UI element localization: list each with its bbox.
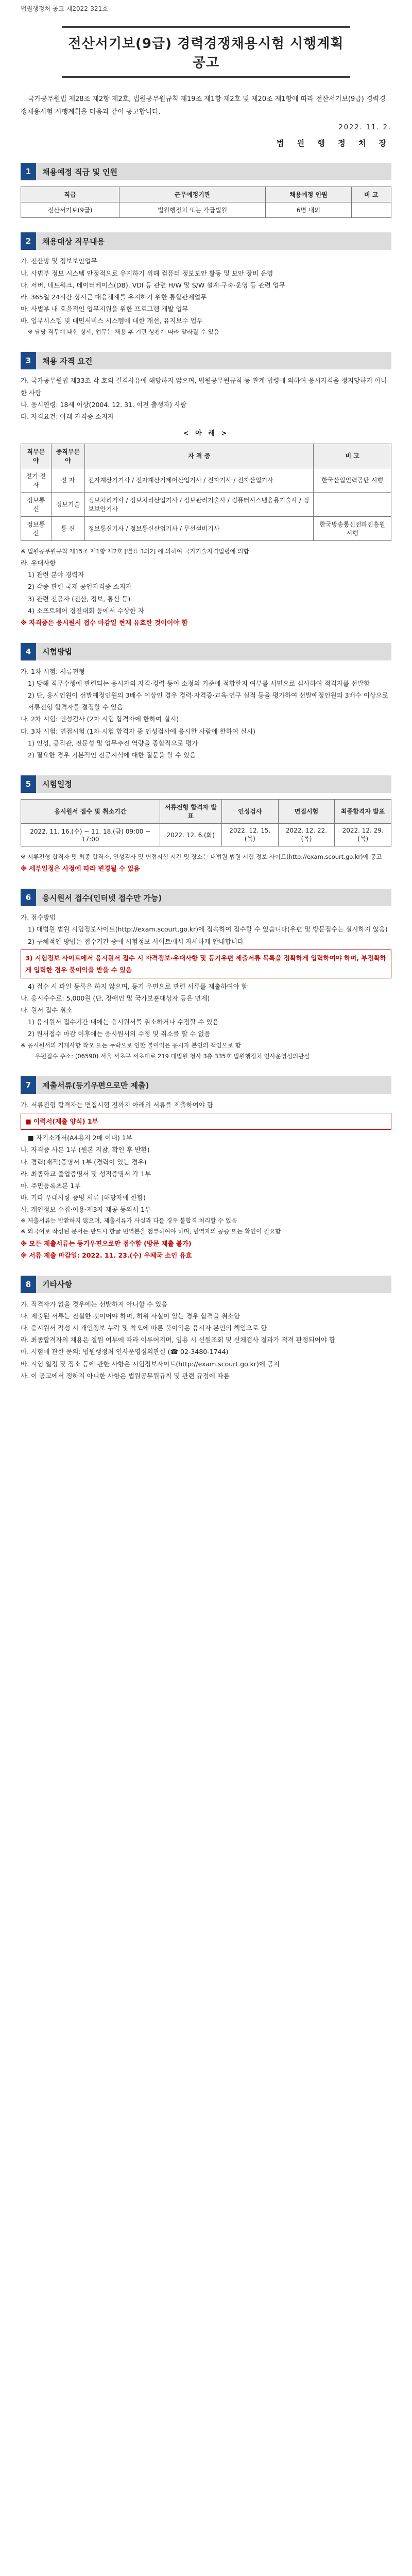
list-item: 라. 최종합격자의 채용은 결원 여부에 따라 이루어지며, 임용 시 신원조회 및 신체검사 결과가 적격 판정되어야 함	[21, 1336, 335, 1344]
list-item: 다. 응시원서 작성 시 개인정보 누락 및 착오에 따른 불이익은 응시자 본인의 책임으로 함	[21, 1324, 267, 1332]
table-cell: 전자계산기기사 / 전자계산기제어산업기사 / 전자기사 / 전자산업기사	[85, 468, 314, 492]
list-item: 바. 시험 일정 및 장소 등에 관한 사항은 시험정보사이트(http://exam.scourt.go.kr)에 공지	[21, 1360, 280, 1368]
list-item: 나. 제출된 서류는 진실한 것이어야 하며, 허위 사실이 있는 경우 합격을 취소함	[21, 1312, 240, 1320]
intro-paragraph: 국가공무원법 제28조 제2항 제2호, 법원공무원규칙 제19조 제1항 제2호 및 제20조 제1항에 따라 전산서기보(9급) 경력경쟁채용시험 시행계획을 다음과 같이 공고합니다.	[21, 95, 386, 116]
section-4-header	[21, 643, 391, 660]
table-row	[21, 492, 391, 516]
section-2-number: 2	[21, 232, 36, 250]
list-item: 1) 당해 직무수행에 관련되는 응시자의 자격·경력 등이 소정의 기준에 적합한지 여부를 서면으로 심사하여 적격자를 선발함	[28, 680, 370, 688]
list-item: 마. 주민등록초본 1부	[21, 1181, 81, 1190]
table-header-row	[21, 187, 391, 202]
section-4-number: 4	[21, 643, 36, 660]
table-cell: 통 신	[51, 516, 85, 540]
list-item: 1) 대법원 법원 시험정보사이트(http://exam.scourt.go.kr)에 접속하여 접수할 수 있습니다(우편 및 방문접수는 실시하지 않음)	[28, 925, 388, 934]
warning-box	[21, 950, 391, 978]
table-header: 비 고	[314, 444, 391, 468]
list-item: 2) 각종 관련 국제 공인자격증 소지자	[28, 583, 132, 591]
list-item: 다. 자격요건: 아래 자격증 소지자	[21, 412, 114, 420]
table-cell: 정보기술	[51, 492, 85, 516]
table-header: 응시원서 접수 및 취소기간	[21, 799, 160, 823]
list-item: 다. 원서 접수 취소	[21, 1006, 73, 1014]
section-5-notes	[21, 852, 391, 874]
list-item: 다. 경력(재직)증명서 1부 (경력이 있는 경우)	[21, 1158, 147, 1166]
section-8-title: 기타사항	[42, 1280, 72, 1290]
section-5-title: 시험일정	[42, 779, 72, 789]
sub-caption: < 아 래 >	[183, 429, 229, 437]
recruit-table	[21, 187, 391, 218]
table-row	[21, 516, 391, 540]
section-6-number: 6	[21, 889, 36, 906]
section-6-body	[21, 911, 391, 1062]
table-cell	[314, 492, 391, 516]
list-item: 라. 최종학교 졸업증명서 및 성적증명서 각 1부	[21, 1170, 151, 1178]
list-item: 나. 2차 시험: 인성검사 (2차 시험 합격자에 한하여 실시)	[21, 715, 179, 723]
list-item: 2) 필요한 경우 기본적인 전공지식에 대한 질문을 할 수 있음	[28, 751, 196, 759]
notice-date: 2022. 11. 2.	[338, 124, 391, 132]
section-8-header	[21, 1276, 391, 1293]
notice-number: 법원행정처 공고 제2022-321호	[21, 5, 108, 12]
list-item: 2) 원서접수 마감 이후에는 응시원서의 수정 및 취소를 할 수 없음	[28, 1030, 211, 1038]
list-item: 4) 소프트웨어 경진대회 등에서 수상한 자	[28, 606, 144, 615]
table-cell: 2022. 12. 15.(목)	[221, 823, 278, 846]
list-item: 2) 구체적인 방법은 접수기간 중에 시험정보 사이트에서 자세하게 안내합니다	[28, 937, 244, 945]
table-cell: 전산서기보(9급)	[21, 202, 119, 218]
table-cell: 한국방송통신전파진흥원 시행	[314, 516, 391, 540]
schedule-table	[21, 799, 391, 846]
list-item: 4) 접수 시 파일 등록은 하지 않으며, 등기 우편으로 관련 서류를 제출하여야 함	[28, 982, 248, 990]
list-item: 1) 응시원서 접수기간 내에는 응시원서를 취소하거나 수정할 수 있음	[28, 1018, 219, 1026]
section-7-body	[21, 1099, 391, 1261]
section-4-title: 시험방법	[42, 647, 72, 657]
table-cell: 정보통신	[21, 492, 52, 516]
section-5-header	[21, 775, 391, 793]
list-item: 가. 국가공무원법 제33조 각 호의 결격사유에 해당하지 않으며, 법원공무원규칙 등 관계 법령에 의하여 응시자격을 정지당하지 아니한 사람	[21, 377, 387, 397]
section-3-body	[21, 375, 391, 422]
table-header: 자 격 증	[85, 444, 314, 468]
list-item: 마. 사법부 내 효율적인 업무지원을 위한 프로그램 개발 업무	[21, 304, 188, 313]
table-cell: 2022. 12. 6.(화)	[160, 823, 221, 846]
table-header: 중직무분야	[51, 444, 85, 468]
list-item: 나. 자격증 사본 1부 (원본 지참, 확인 후 반환)	[21, 1146, 150, 1154]
warning-text: 3) 시험정보 사이트에서 응시원서 접수 시 자격정보·우대사항 및 등기우편 제출서류 목록을 정확하게 입력하여야 하며, 부정확하게 입력한 경우 불이익을 받을 수 있음	[25, 954, 386, 974]
list-item: 다. 3차 시험: 면접시험 (1차 시험 합격자 중 인성검사에 응시한 사람에 한하여 실시)	[21, 727, 255, 735]
note-item: ※ 서류 제출 마감일: 2022. 11. 23.(수) 우체국 소인 유효	[21, 1251, 192, 1259]
table-header: 채용예정 인원	[266, 187, 351, 202]
list-item: 마. 시험에 관한 문의: 법원행정처 인사운영심의관실 (☎ 02-3480-1744)	[21, 1348, 229, 1356]
section-8-body	[21, 1298, 391, 1382]
list-item: 나. 사법부 정보 시스템 안정적으로 유지하기 위해 컴퓨터 정보보안 활동 및 보안 장비 운영	[21, 269, 273, 277]
list-item: 가. 접수방법	[21, 913, 56, 922]
section-3-notes	[21, 546, 391, 629]
list-item: 바. 기타 우대사항 증빙 서류 (해당자에 한함)	[21, 1193, 146, 1201]
note-item: ※ 응시원서의 기재사항 착오 또는 누락으로 인한 불이익은 응시자 본인의 책임으로 함	[21, 1041, 241, 1049]
list-item: 가. 1차 시험: 서류전형	[21, 667, 85, 675]
mailing-address: 우편접수 주소: (06590) 서울 서초구 서초대로 219 대법원 청사 3층 335호 법원행정처 인사운영심의관실	[35, 1052, 310, 1060]
list-item: 라. 우대사항	[21, 559, 56, 567]
list-item: 1) 관련 분야 경력자	[28, 571, 84, 579]
list-item: 라. 365일 24시간 상시근 대응체계를 유지하기 위한 통합관제업무	[21, 293, 207, 301]
list-item: 바. 업무시스템 및 대민서비스 시스템에 대한 개선, 유지보수 업무	[21, 317, 203, 325]
list-item: 가. 적격자가 없을 경우에는 선발하지 아니할 수 있음	[21, 1300, 168, 1308]
table-header: 직무분야	[21, 444, 52, 468]
section-8-number: 8	[21, 1276, 36, 1293]
table-cell: 6명 내외	[266, 202, 351, 218]
list-item: 다. 서버, 네트워크, 데이터베이스(DB), VDI 등 관련 H/W 및 S/W 설계·구축·운영 등 관련 업무	[21, 281, 285, 289]
table-cell: 정보통신	[21, 516, 52, 540]
section-3-title: 채용 자격 요건	[42, 356, 93, 366]
table-header: 최종합격자 발표	[335, 799, 391, 823]
table-header: 서류전형 합격자 발표	[160, 799, 221, 823]
section-6-header	[21, 889, 391, 906]
warning-box	[21, 1113, 391, 1130]
table-header: 면접시험	[278, 799, 335, 823]
section-5-number: 5	[21, 775, 36, 793]
section-3-number: 3	[21, 352, 36, 369]
table-header: 비 고	[351, 187, 391, 202]
note-item: ※ 자격증은 응시원서 접수 마감일 현재 유효한 것이어야 함	[21, 618, 188, 626]
section-2-header	[21, 232, 391, 250]
table-header-row	[21, 799, 391, 823]
list-item: 가. 서류전형 합격자는 면접시험 전까지 아래의 서류를 제출하여야 함	[21, 1101, 213, 1109]
list-item: 1) 인성, 공직관, 전문성 및 업무추진 역량을 종합적으로 평가	[28, 739, 198, 747]
list-item: 나. 응시수수료: 5,000원 (단, 장애인 및 국가보훈대상자 등은 면제)	[21, 994, 210, 1003]
table-cell: 전 자	[51, 468, 85, 492]
note-item: ※ 서류전형 합격자 및 최종 합격자, 인성검사 및 면접시험 시간 및 장소는 대법원 법원 시험 정보 사이트(http://exam.scourt.go.kr)에 공고	[21, 853, 382, 860]
note-item: ※ 모든 제출서류는 등기우편으로만 접수함 (방문 제출 불가)	[21, 1239, 192, 1247]
section-2-body	[21, 255, 391, 337]
table-cell: 2022. 12. 29.(목)	[335, 823, 391, 846]
section-6-title: 응시원서 접수(인터넷 접수만 가능)	[42, 893, 162, 903]
table-header-row	[21, 444, 391, 468]
table-cell: 정보처리기사 / 정보처리산업기사 / 정보관리기술사 / 컴퓨터시스템응용기술사 / 정보보안기사	[85, 492, 314, 516]
table-cell: 2022. 11. 16.(수) ~ 11. 18.(금) 09:00 ~ 17:00	[21, 823, 160, 846]
section-4-body	[21, 666, 391, 761]
table-row	[21, 823, 391, 846]
qualification-table	[21, 444, 391, 541]
section-1-title: 채용예정 직급 및 인원	[42, 167, 118, 177]
section-2-title: 채용대상 직무내용	[42, 236, 105, 246]
table-cell	[351, 202, 391, 218]
note-item: ※ 외국어로 작성된 문서는 반드시 한글 번역본을 첨부하여야 하며, 번역자의 공증 또는 확인이 필요함	[21, 1228, 281, 1235]
list-item: ■ 자기소개서(A4용지 2매 이내) 1부	[28, 1134, 132, 1142]
table-header: 직급	[21, 187, 119, 202]
note-item: ※ 제출서류는 반환하지 않으며, 제출서류가 사실과 다를 경우 불합격 처리할 수 있음	[21, 1217, 237, 1225]
list-item: 사. 개인정보 수집·이용·제3자 제공 동의서 1부	[21, 1206, 151, 1214]
table-cell: 법원행정처 또는 각급법원	[119, 202, 265, 218]
table-header: 근무예정기관	[119, 187, 265, 202]
list-item: 3) 관련 전공자 (전산, 정보, 통신 등)	[28, 595, 131, 603]
table-cell: 정보통신기사 / 정보통신산업기사 / 무선설비기사	[85, 516, 314, 540]
section-1-header	[21, 163, 391, 180]
note-item: ※ 법원공무원규칙 제15조 제1항 제2호 [별표 3의2] 에 의하여 국가기술자격법령에 의함	[21, 547, 249, 555]
section-7-number: 7	[21, 1076, 36, 1094]
table-cell: 전기·전자	[21, 468, 52, 492]
section-3-header	[21, 352, 391, 369]
list-item: 사. 이 공고에서 정하지 아니한 사항은 법원공무원규칙 및 관련 규정에 따름	[21, 1371, 230, 1380]
table-cell: 한국산업인력공단 시행	[314, 468, 391, 492]
table-cell: 2022. 12. 22.(목)	[278, 823, 335, 846]
list-item: 나. 응시연령: 18세 이상(2004. 12. 31. 이전 출생자) 사람	[21, 400, 187, 409]
page-title: 전산서기보(9급) 경력경쟁채용시험 시행계획 공고	[68, 36, 344, 71]
section-7-header	[21, 1076, 391, 1094]
table-header: 인성검사	[221, 799, 278, 823]
title-box	[62, 26, 350, 78]
list-item: 가. 전산망 및 정보보안업무	[21, 257, 97, 265]
table-row	[21, 468, 391, 492]
warning-text: ■ 이력서(제출 양식) 1부	[25, 1117, 98, 1126]
list-item: 2) 단, 응시인원이 선발예정인원의 3배수 이상인 경우 경력·자격증·교육·연구 실적 등을 평가하여 선발예정인원의 3배수 이상으로 서류전형 합격자를 결정할 수 있음	[28, 691, 389, 711]
note-item: ※ 세부일정은 사정에 따라 변경될 수 있음	[21, 865, 140, 873]
section-1-number: 1	[21, 163, 36, 180]
section-7-title: 제출서류(등기우편으로만 제출)	[42, 1080, 149, 1090]
agency-name: 법 원 행 정 처 장	[276, 139, 391, 148]
table-row	[21, 202, 391, 218]
note-item: ※ 담당 직무에 대한 상세, 업무는 채용 후 기관 상황에 따라 달라질 수 있음	[28, 328, 219, 336]
